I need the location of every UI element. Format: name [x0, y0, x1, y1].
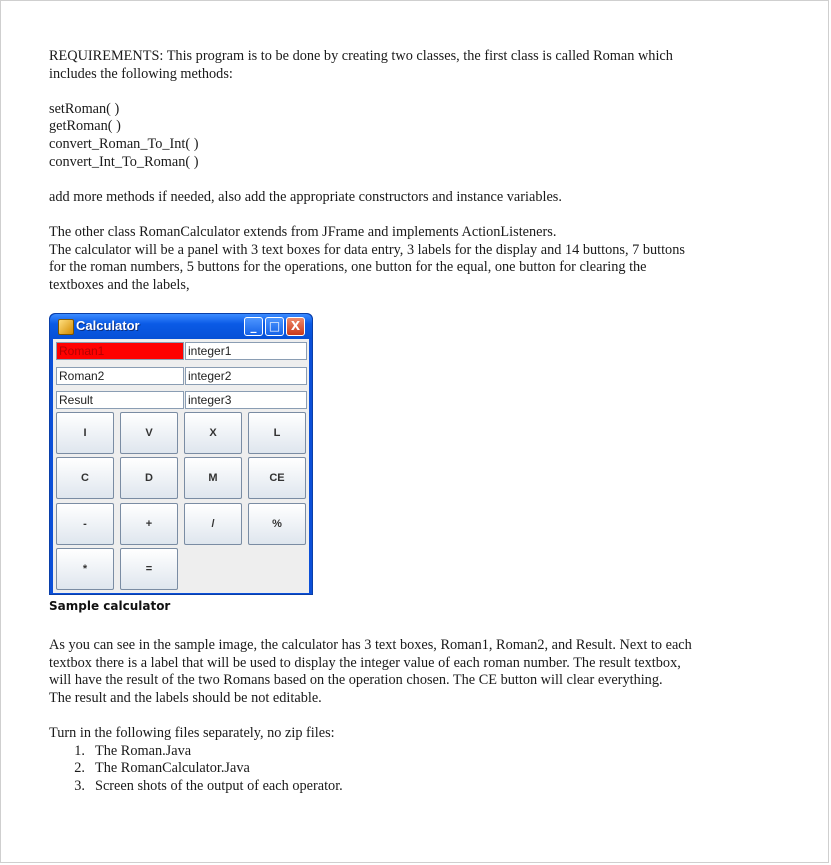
list-item: 1. The Roman.Java: [74, 742, 192, 759]
button-i[interactable]: I: [56, 412, 114, 454]
button-equals[interactable]: =: [120, 548, 178, 590]
result-field: Result: [56, 391, 184, 409]
button-l[interactable]: L: [248, 412, 306, 454]
button-c[interactable]: C: [56, 457, 114, 499]
minimize-button[interactable]: _: [244, 317, 263, 336]
calculator-titlebar[interactable]: [50, 314, 312, 339]
button-divide[interactable]: /: [184, 503, 242, 545]
button-m[interactable]: M: [184, 457, 242, 499]
turn-in-intro: Turn in the following files separately, no zip files:: [49, 724, 335, 741]
integer3-label: integer3: [185, 391, 307, 409]
description-line-2: textbox there is a label that will be used to display the integer value of each roman number. The result textbox,: [49, 654, 681, 671]
requirements-line-2: includes the following methods:: [49, 65, 233, 82]
button-modulo[interactable]: %: [248, 503, 306, 545]
roman1-input[interactable]: Roman1: [56, 342, 184, 360]
list-item: 2. The RomanCalculator.Java: [74, 760, 250, 777]
button-multiply[interactable]: *: [56, 548, 114, 590]
calculator-title: Calculator: [76, 318, 140, 333]
turn-in-list: [49, 743, 794, 796]
description-section: [49, 637, 794, 795]
button-d[interactable]: D: [120, 457, 178, 499]
other-class-line-4: textboxes and the labels,: [49, 276, 190, 293]
roman2-input[interactable]: Roman2: [56, 367, 184, 385]
button-x[interactable]: X: [184, 412, 242, 454]
method-roman-to-int: convert_Roman_To_Int( ): [49, 135, 199, 152]
other-class-line-2: The calculator will be a panel with 3 text boxes for data entry, 3 labels for the display and 14 buttons, 7 buttons: [49, 241, 685, 258]
method-get-roman: getRoman( ): [49, 118, 121, 135]
button-v[interactable]: V: [120, 412, 178, 454]
calculator-panel: [53, 339, 309, 593]
java-app-icon: [58, 319, 74, 335]
calculator-window: [49, 313, 313, 595]
button-add[interactable]: +: [120, 503, 178, 545]
method-int-to-roman: convert_Int_To_Roman( ): [49, 153, 199, 170]
other-class-line-3: for the roman numbers, 5 buttons for the operations, one button for the equal, one button for clearing the: [49, 259, 647, 276]
more-methods-note: add more methods if needed, also add the appropriate constructors and instance variables.: [49, 188, 562, 205]
integer2-label: integer2: [185, 367, 307, 385]
requirements-line-1: REQUIREMENTS: This program is to be done by creating two classes, the first class is called Roman which: [49, 48, 673, 64]
button-subtract[interactable]: -: [56, 503, 114, 545]
figure-caption: Sample calculator: [49, 599, 171, 613]
description-line-4: The result and the labels should be not editable.: [49, 689, 322, 706]
method-set-roman: setRoman( ): [49, 100, 120, 117]
list-item: 3. Screen shots of the output of each operator.: [74, 777, 343, 794]
close-button[interactable]: X: [286, 317, 305, 336]
button-ce[interactable]: CE: [248, 457, 306, 499]
other-class-line-1: The other class RomanCalculator extends from JFrame and implements ActionListeners.: [49, 223, 557, 240]
description-line-3: will have the result of the two Romans based on the operation chosen. The CE button will clear everything.: [49, 672, 663, 689]
integer1-label: integer1: [185, 342, 307, 360]
maximize-button[interactable]: □: [265, 317, 284, 336]
description-line-1: As you can see in the sample image, the calculator has 3 text boxes, Roman1, Roman2, and Result. Next to each: [49, 637, 692, 653]
requirements-section: [49, 48, 789, 294]
